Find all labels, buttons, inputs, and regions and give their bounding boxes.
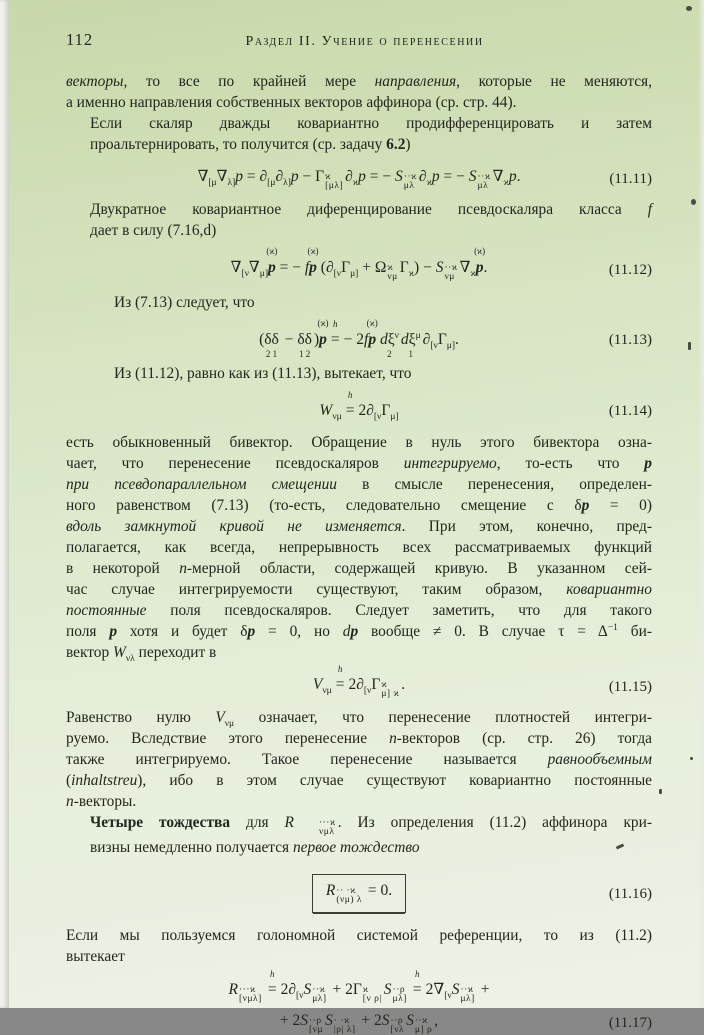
equation-11-17-line2-row <box>66 1010 652 1035</box>
page-content <box>66 30 652 1035</box>
equation-11-17-line2: + 2S ··ρ [νμ S · ·ϰ |ρ| λ] + 2S ··ρ [νλ S ··ϰ μ] ρ , <box>279 1012 439 1035</box>
equation-11-16-body: R ·· ·ϰ (νμ) λ = 0. <box>325 882 393 905</box>
equation-11-16 <box>66 874 652 913</box>
equation-11-14 <box>66 390 652 422</box>
page-number: 112 <box>66 30 94 49</box>
page-header <box>66 30 652 51</box>
equation-11-13-number: (11.13) <box>608 332 652 348</box>
paragraph-class: Двукратное ковариантное диференцирование псевдоскаляра класса f дает в силу (7.16,d) <box>90 201 652 239</box>
paragraph-bivector: есть обыкновенный бивектор. Обращение в нуль этого бивектора озна- чает, что перенесение псевдоскаляров интегрируемо, то-есть что p при псевдопараллельном смещении в смысле перенесения, определен- ного равенством (7.13) (то-есть, следовательно смещение с δp = 0) вдоль замкнутой кривой не изменяется. При этом, конечно, пред- полагается, как всегда, непрерывность всех рассматриваемых функций в некоторой n-мерной области, содержащей кривую. В указанном сей- час случае интегрируемости существуют, таким образом, ковариантно постоянные поля псевдоскаляров. Следует заметить, что для такого поля p хотя и будет δp = 0, но dp вообще ≠ 0. В случае $\tau = \Delta^{-1}$ би- вектор $W_{\nu\lambda}$ переходит в <box>66 434 653 664</box>
equation-11-13 <box>66 318 652 359</box>
equation-11-14-number: (11.14) <box>608 403 652 419</box>
paragraph-intro: векторы, то все по крайней мере направления, которые не меняются, а именно направления собственных векторов аффинора (ср. стр. 44). <box>66 73 652 111</box>
paragraph-holonomic: Если мы пользуемся голономной системой референции, то из (11.2) вытекает <box>66 927 652 965</box>
equation-11-11-number: (11.11) <box>609 170 652 187</box>
equation-11-16-box <box>312 874 406 913</box>
equation-11-17 <box>66 969 652 1035</box>
equation-11-17-number: (11.17) <box>608 1014 652 1031</box>
equation-11-13-body: (δδ 2 1 − δδ 1 2 ) (ϰ) p h = − 2f (ϰ) p $d\xi^\nu$ 2 $d\xi^\mu$ 1 $\partial_{[\nu}\Gamma_{\mu]}$. <box>259 318 459 359</box>
equation-11-15 <box>66 664 652 699</box>
equation-11-15-number: (11.15) <box>608 678 652 695</box>
scan-speck <box>686 6 692 11</box>
paragraph-from-7-13: Из (7.13) следует, что <box>114 294 255 311</box>
page-right-edge <box>698 0 704 1008</box>
equation-11-17-line1: R ···ϰ [νμλ] h = $2\partial_{[\nu}S$ ··ϰ μλ] + 2Γ ϰ [ν ρ| S ··ρ μλ] h = $2\nabla_{[\nu}S$ ··ϰ μλ] + <box>228 969 490 1004</box>
page-left-edge <box>0 0 9 1008</box>
equation-11-11-body: $\nabla_{[\mu}\nabla_{\lambda]}p = \partial_{[\mu}\partial_{\lambda]}p - \Gamma$ ϰ [μλ] $\partial_ϰp$ = − S ··ϰ μλ $\partial_ϰp$ = − S ··ϰ μλ $\nabla_ϰp$. <box>197 168 521 191</box>
equation-11-12-body: $\nabla_{[\nu}\nabla_{\mu]}$ (ϰ) p = − f (ϰ) p ($\partial_{[\nu}\Gamma_{\mu]} + \Omega$ ϰ νμ $\Gamma_ϰ) - S$ ··ϰ νμ $\nabla_ϰ$ (ϰ) p. <box>230 246 488 282</box>
equation-11-16-number: (11.16) <box>608 885 652 902</box>
scan-speck <box>659 789 662 794</box>
equation-11-12-number: (11.12) <box>608 261 652 278</box>
paragraph-from-11-12: Из (11.12), равно как из (11.13), вытекает, что <box>114 365 412 382</box>
equation-11-15-body: $V_{\nu\mu}$ h = $2\partial_{[\nu}\Gamma$ ϰ μ] ϰ . <box>312 664 406 699</box>
equation-11-14-body: $W_{\nu\mu}$ h = $2\partial_{[\nu}\Gamma_{\mu]}$ <box>319 390 399 422</box>
running-head: Раздел II. Учение о перенесении <box>245 34 484 49</box>
paragraph-density: Равенство нулю $V_{\nu\mu}$ означает, что перенесение плотностей интегри- руемо. Вследствие этого перенесение n-векторов (ср. стр. 26) тогда также интегрируемо. Такое перенесение называется равнообъемным (inhaltstreu), ибо в этом случае существуют ковариантно постоянные n-векторы. <box>66 709 652 810</box>
scan-speck <box>688 342 691 350</box>
scan-speck <box>690 757 693 760</box>
paragraph-scalar: Если скаляр дважды ковариантно продифференцировать и затем проальтернировать, то получится (ср. задачу 6.2) <box>90 115 652 153</box>
equation-11-12 <box>66 246 652 282</box>
scan-speck <box>691 199 696 205</box>
equation-11-11 <box>66 166 652 191</box>
paragraph-identities: Четыре тождества для R ···ϰ νμλ . Из определения (11.2) аффинора кри- визны немедленно получается первое тождество <box>90 814 652 856</box>
